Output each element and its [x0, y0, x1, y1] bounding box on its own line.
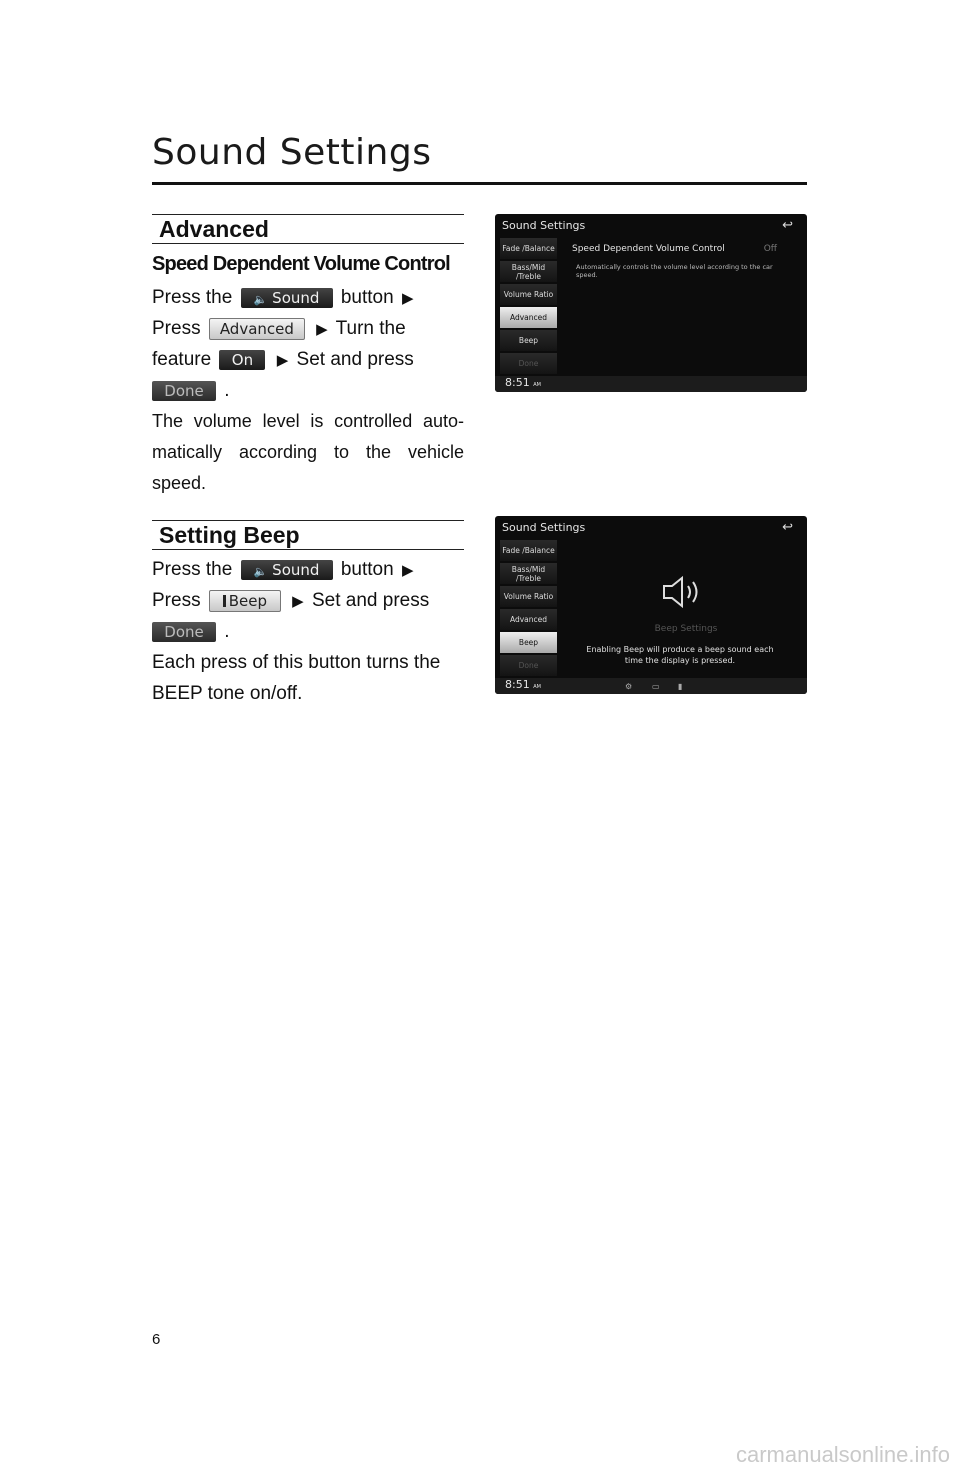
arrow-right-icon: ▶	[276, 352, 289, 369]
step-text: Set and press	[296, 349, 414, 370]
advanced-button: Advanced	[209, 318, 305, 340]
clock: 8:51 AM	[505, 678, 541, 691]
step-text: button	[340, 559, 394, 580]
advanced-section	[152, 214, 464, 499]
speaker-icon	[660, 574, 704, 610]
signal-icon: ▮	[678, 682, 683, 691]
done-button: Done	[152, 381, 216, 401]
beep-step-line-1	[152, 554, 464, 585]
beep-settings-title: Beep Settings	[654, 624, 718, 634]
step-text: Set and press	[311, 590, 430, 611]
step-line-1	[152, 282, 464, 313]
step-line-3	[152, 344, 464, 375]
beep-settings-text: Enabling Beep will produce a beep sound each time the display is pressed.	[586, 645, 774, 665]
page-title: Sound Settings	[152, 132, 432, 173]
beep-button-label: Beep	[228, 591, 267, 610]
advanced-description: The volume level is controlled auto-matically according to the vehicle speed.	[152, 411, 464, 493]
option-label: Speed Dependent Volume Control	[572, 244, 725, 254]
page-number: 6	[152, 1331, 161, 1348]
menu-item-fade-balance: Fade /Balance	[500, 540, 557, 561]
option-value: Off	[763, 244, 777, 254]
done-button: Done	[152, 622, 216, 642]
step-text: .	[224, 380, 230, 401]
arrow-right-icon: ▶	[401, 290, 414, 307]
step-text: Press	[152, 590, 201, 611]
on-button: On	[219, 350, 265, 370]
arrow-right-icon: ▶	[292, 593, 304, 610]
step-text: Press the	[152, 287, 233, 308]
speaker-icon: 🔈	[253, 564, 268, 578]
step-text: Press the	[152, 559, 233, 580]
beep-screenshot	[495, 516, 807, 694]
option-description: Automatically controls the volume level according to the car speed.	[576, 263, 773, 279]
screen-menu	[500, 540, 557, 678]
clock: 8:51 AM	[505, 376, 541, 389]
menu-item-beep: Beep	[500, 330, 557, 351]
menu-item-advanced: Advanced	[500, 609, 557, 630]
indicator-bar-icon	[223, 595, 226, 607]
screen-title: Sound Settings	[502, 521, 586, 534]
screen-title: Sound Settings	[502, 219, 586, 232]
screen-status-bar	[495, 678, 807, 694]
step-text: feature	[152, 349, 212, 370]
step-text: button	[340, 287, 394, 308]
beep-step-line-2	[152, 585, 464, 616]
advanced-screenshot	[495, 214, 807, 392]
menu-item-bass-mid-treble: Bass/Mid /Treble	[500, 261, 557, 282]
sound-button-label: Sound	[272, 288, 320, 307]
battery-icon: ▭	[652, 682, 660, 691]
menu-item-done: Done	[500, 655, 557, 676]
speed-volume-subheading: Speed Dependent Volume Control	[152, 253, 450, 275]
arrow-right-icon: ▶	[401, 562, 414, 579]
beep-section	[152, 520, 464, 709]
menu-item-bass-mid-treble: Bass/Mid /Treble	[500, 563, 557, 584]
screen-status-bar	[495, 376, 807, 392]
screen-menu	[500, 238, 557, 376]
step-line-2	[152, 313, 464, 344]
beep-button	[209, 590, 281, 612]
menu-item-beep: Beep	[500, 632, 557, 653]
watermark: carmanualsonline.info	[735, 1442, 950, 1467]
menu-item-advanced: Advanced	[500, 307, 557, 328]
beep-heading: Setting Beep	[152, 520, 464, 550]
step-line-4	[152, 375, 464, 406]
step-text: Turn the	[335, 318, 406, 339]
menu-item-done: Done	[500, 353, 557, 374]
menu-item-fade-balance: Fade /Balance	[500, 238, 557, 259]
beep-step-line-3	[152, 616, 464, 647]
sound-button-label: Sound	[272, 560, 320, 579]
back-icon: ↩	[782, 218, 793, 233]
settings-icon: ⚙	[625, 682, 633, 691]
title-rule	[152, 182, 807, 185]
menu-item-volume-ratio: Volume Ratio	[500, 586, 557, 607]
menu-item-volume-ratio: Volume Ratio	[500, 284, 557, 305]
step-text: Press	[152, 318, 201, 339]
back-icon: ↩	[782, 520, 793, 535]
sound-button	[241, 560, 333, 580]
speaker-icon: 🔈	[253, 292, 268, 306]
advanced-heading: Advanced	[152, 214, 464, 244]
step-text: .	[224, 621, 230, 642]
arrow-right-icon: ▶	[316, 321, 328, 338]
beep-description: Each press of this button turns the BEEP tone on/off.	[152, 652, 441, 704]
sound-button	[241, 288, 333, 308]
